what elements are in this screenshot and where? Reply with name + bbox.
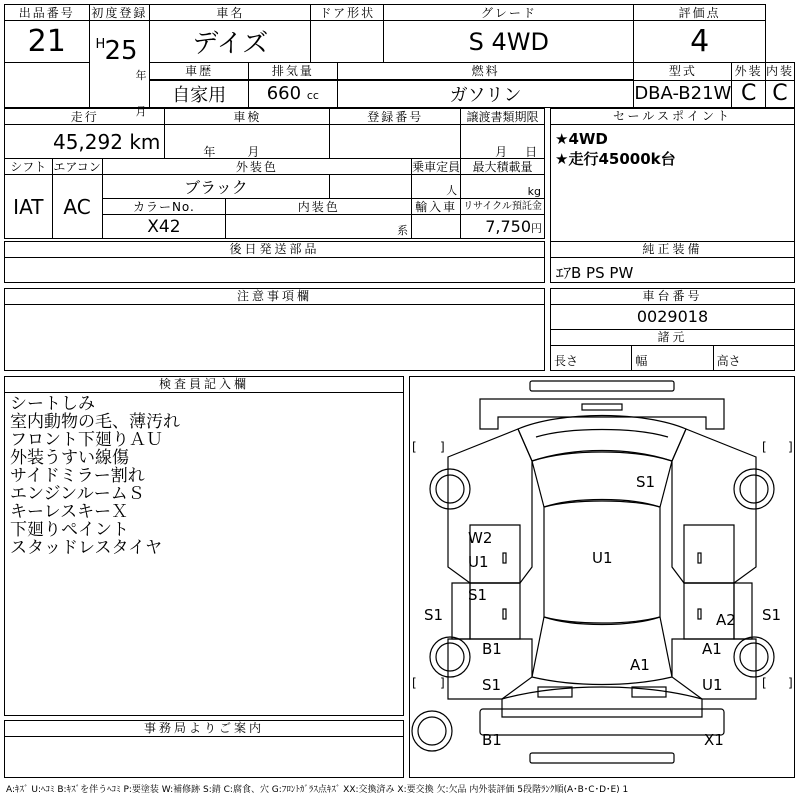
displacement-unit: cc	[306, 89, 319, 102]
history-label: 車歴	[150, 63, 248, 79]
notes-value	[5, 305, 544, 311]
inspector-line: フロント下廻りＡＵ	[10, 430, 163, 450]
ac-label: エアコン	[53, 159, 101, 174]
shift-label: シフト	[5, 159, 53, 175]
sales-label: セールスポイント	[551, 109, 794, 125]
grade-label: グレード	[384, 5, 634, 21]
svg-text:]: ]	[788, 440, 793, 454]
inspection-month-unit: 月	[247, 145, 260, 159]
recycle-value: 7,750	[485, 217, 531, 236]
displacement-cell	[248, 81, 337, 107]
int-color-unit: 系	[226, 215, 412, 239]
mark-right-sill: S1	[762, 606, 782, 624]
svg-text:[: [	[762, 676, 767, 690]
first-reg-label: 初度登録	[89, 5, 150, 21]
sales-lines	[551, 125, 794, 173]
recycle-cell	[461, 215, 545, 239]
recycle-label: リサイクル預託金	[461, 199, 545, 215]
svg-text:[: [	[762, 440, 767, 454]
inspector-label: 検査員記入欄	[5, 377, 403, 393]
inspector-line: 外装うすい線傷	[10, 448, 129, 468]
length-label: 長さ	[551, 346, 632, 371]
import-value	[412, 215, 461, 239]
mark-right-rear-door: A2	[716, 611, 736, 629]
equipment-box	[550, 241, 795, 283]
mark-left-front-door-2: U1	[468, 553, 489, 571]
office-value	[5, 737, 403, 743]
mark-left-rear-door: S1	[468, 586, 488, 604]
inspector-line: スタッドレスタイヤ	[10, 538, 163, 558]
sales-box	[550, 108, 795, 242]
mileage-value: 45,292	[52, 129, 123, 154]
mark-left-rear: S1	[482, 676, 502, 694]
reg-no-value	[330, 125, 461, 159]
color-no-label: カラーNo.	[102, 199, 226, 215]
car-name-value: デイズ	[150, 21, 311, 63]
color-no-value: X42	[102, 215, 226, 239]
mileage-label: 走行	[5, 109, 165, 125]
year-unit: 年	[135, 69, 147, 82]
height-label: 高さ	[716, 354, 741, 368]
inspector-line: 下廻りペイント	[10, 520, 129, 540]
capacity-label: 乗車定員	[412, 159, 461, 174]
int-value: C	[765, 80, 794, 107]
lot-empty	[5, 63, 90, 108]
width-label: 幅	[632, 346, 713, 371]
chassis-label: 車台番号	[551, 289, 794, 305]
ext-color-extra	[330, 175, 412, 199]
era: H	[95, 37, 106, 52]
inspection-cell	[165, 125, 330, 159]
inspector-line: サイドミラー割れ	[10, 466, 145, 486]
car-diagram	[410, 377, 794, 777]
svg-text:]: ]	[788, 676, 793, 690]
lot-label: 出品番号	[5, 5, 90, 21]
later-parts-box	[4, 241, 545, 283]
mark-left-sill: S1	[424, 606, 444, 624]
displacement-value: 660	[266, 83, 302, 104]
import-label: 輸入車	[412, 199, 461, 215]
later-parts-label: 後日発送部品	[5, 242, 544, 258]
history-values	[150, 80, 634, 107]
mark-roof: S1	[636, 473, 656, 491]
sales-line: ★走行45000k台	[555, 150, 676, 168]
model-label: 型式	[634, 63, 732, 81]
lot-value: 21	[5, 21, 90, 63]
car-diagram-box	[409, 376, 795, 778]
transfer-day-unit: 日	[525, 145, 538, 159]
first-reg-cell	[89, 21, 150, 118]
model-value: DBA-B21W	[634, 80, 732, 107]
inspector-line: キーレスキーＸ	[10, 502, 129, 522]
mark-left-rear-quarter: B1	[482, 640, 502, 658]
transfer-cell	[461, 125, 545, 159]
chassis-value: 0029018	[551, 305, 794, 330]
svg-text:]: ]	[440, 440, 445, 454]
ac-value: AC	[52, 175, 102, 239]
mark-right-rear: U1	[702, 676, 723, 694]
equipment-label: 純正装備	[551, 242, 794, 258]
reg-year: 25	[104, 36, 138, 66]
transfer-label: 譲渡書類期限	[461, 109, 545, 125]
mark-rear-bumper-left: B1	[482, 731, 502, 749]
mark-left-front-door: W2	[468, 529, 493, 547]
dims-label: 諸元	[551, 330, 794, 346]
inspection-label: 車検	[165, 109, 330, 125]
transfer-month-unit: 月	[495, 145, 508, 159]
car-name-label: 車名	[150, 5, 311, 21]
mileage-table	[4, 108, 545, 239]
grade-value: S 4WD	[384, 21, 634, 63]
inspector-box	[4, 376, 404, 716]
office-box	[4, 720, 404, 778]
ext-value: C	[732, 80, 766, 107]
mark-rear-glass: A1	[630, 656, 650, 674]
svg-text:[: [	[412, 676, 417, 690]
displacement-label: 排気量	[248, 63, 337, 79]
equipment-value: ｴｱB PS PW	[556, 264, 634, 282]
fuel-value: ガソリン	[449, 84, 522, 106]
door-label: ドア形状	[311, 5, 384, 21]
ext-color-label: 外装色	[102, 159, 412, 175]
ext-color-value: ブラック	[102, 175, 330, 199]
notes-box	[4, 288, 545, 371]
mark-right-rear-quarter: A1	[702, 640, 722, 658]
inspector-line: 室内動物の毛、薄汚れ	[10, 412, 180, 432]
mileage-cell	[5, 125, 165, 159]
office-label: 事務局よりご案内	[5, 721, 403, 737]
mark-rear-bumper-right: X1	[704, 731, 724, 749]
svg-text:]: ]	[440, 676, 445, 690]
recycle-unit: 円	[531, 222, 542, 235]
score-label: 評価点	[634, 5, 766, 21]
reg-no-label: 登録番号	[330, 109, 461, 125]
later-parts-value	[5, 258, 544, 264]
max-load-label: 最大積載量	[461, 159, 545, 175]
mark-roof-center: U1	[592, 549, 613, 567]
fuel-label: 燃料	[337, 63, 633, 79]
inspection-year-unit: 年	[203, 145, 216, 159]
max-load-unit: kg	[461, 175, 545, 199]
score-value: 4	[634, 21, 766, 63]
inspector-line: エンジンルームＳ	[10, 484, 145, 504]
capacity-unit: 人	[412, 175, 461, 199]
svg-text:[: [	[412, 440, 417, 454]
sales-line: ★4WD	[555, 130, 608, 148]
door-value	[311, 21, 384, 63]
chassis-box	[550, 288, 795, 371]
ext-label: 外装	[732, 63, 766, 81]
dims-row	[551, 346, 794, 371]
inspector-line: シートしみ	[10, 394, 95, 414]
history-value: 自家用	[150, 81, 248, 107]
inspector-lines	[5, 393, 403, 557]
notes-label: 注意事項欄	[5, 289, 544, 305]
history-group	[150, 63, 634, 81]
int-label: 内装	[765, 64, 794, 79]
shift-value: IAT	[5, 175, 53, 239]
month-unit: 月	[135, 105, 147, 118]
footer-legend: A:ｷｽﾞ U:ﾍｺﾐ B:ｷｽﾞを伴うﾍｺﾐ P:要塗装 W:補修跡 S:錆 C:腐食、穴 G:ﾌﾛﾝﾄｶﾞﾗｽ点ｷｽﾞ XX:交換済み X:要交換 欠:欠品 内外装評価 5段階ﾗﾝｸ順(A･B･C･D･E) 1	[6, 785, 629, 795]
mileage-unit: km	[129, 129, 161, 154]
int-color-label: 内装色	[226, 199, 412, 215]
